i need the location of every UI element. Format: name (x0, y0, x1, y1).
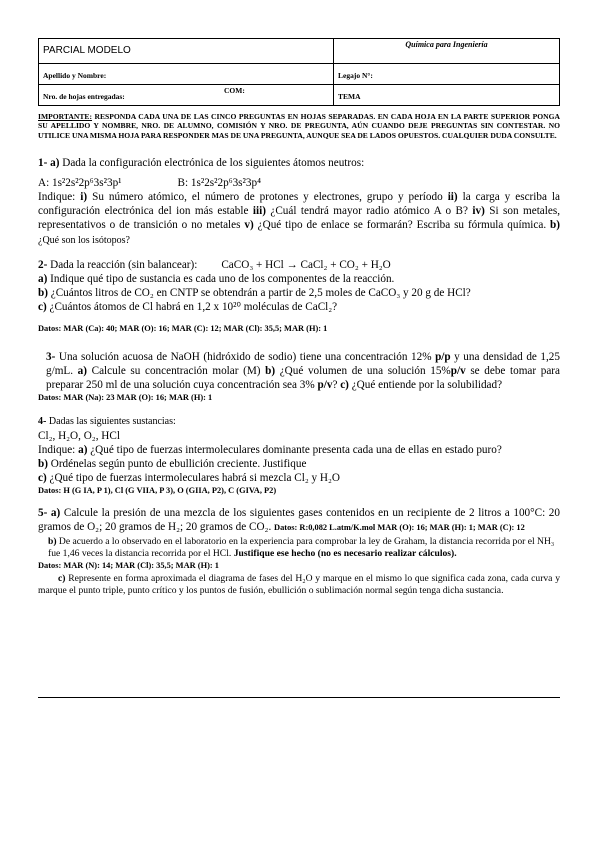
q2-b-text: ¿Cuántos litros de CO₂ en CNTP se obtendrán a partir de 2,5 moles de CaCO₃ y 20 g de HCl? (47, 286, 471, 299)
q5-b-data: Datos: MAR (N): 14; MAR (Cl): 35,5; MAR (H): 1 (38, 560, 219, 570)
subject-name: Química para Ingeniería (405, 40, 488, 49)
q3-pp: p/p (435, 350, 451, 363)
q1-v-label: v) (244, 218, 254, 231)
q3-text2: y una densidad de 1,25 g/mL. (46, 350, 560, 377)
q1-indique: Indique: (38, 190, 76, 203)
q1-iv-label: iv) (472, 204, 485, 217)
q4-data: Datos: H (G IA, P 1), Cl (G VIIA, P 3), O (GIIA, P2), C (GIVA, P2) (38, 485, 277, 495)
q3-b-text: ¿Qué volumen de una solución 15% (275, 364, 451, 377)
q3-a-label: a) (77, 364, 87, 377)
notice-lead: IMPORTANTE: (38, 112, 93, 121)
exam-title-cell (39, 39, 334, 64)
q2-a-text: Indique qué tipo de sustancia es cada uno de los componentes de la reacción. (47, 272, 395, 285)
tema-field[interactable] (334, 85, 560, 106)
q3-number: 3- (46, 350, 56, 363)
q4-c-text: ¿Qué tipo de fuerzas intermoleculares habrá si mezcla Cl₂ y H₂O (46, 471, 340, 484)
q5-b-bold: Justifique ese hecho (no es necesario realizar cálculos). (233, 547, 457, 559)
q4-b-label: b) (38, 457, 48, 470)
q3-data: Datos: MAR (Na): 23 MAR (O): 16; MAR (H): 1 (38, 392, 213, 402)
q3-c-label: c) (340, 378, 349, 391)
q3-b-text2: se debe tomar para preparar 250 ml de una solución cuya concentración sea 3% (46, 364, 560, 391)
q5-c-text: Represente en forma aproximada el diagrama de fases del H₂O y marque en el mismo lo que significa cada zona, cada curva y marque el punto triple, punto crítico y los puntos de fusión, ebullición o sublimación normal según tenga dicha sustancia. (38, 572, 560, 596)
notice-text: RESPONDA CADA UNA DE LAS CINCO PREGUNTAS EN HOJAS SEPARADAS. EN CADA HOJA EN LA PARTE SUPERIOR PONGA SU APELLIDO Y NOMBRE, NRO. DE ALUMNO, COMISIÓN Y NRO. DE PREGUNTA, AÚN CUANDO DEJE PREGUNTAS SIN CONTESTAR. NO UTILICE UNA MISMA HOJA PARA RESPONDER MAS DE UNA PREGUNTA, AUNQUE SEA DE LADOS OPUESTOS. CUALQUIER DUDA CONSULTE. (38, 112, 560, 140)
q2-c-label: c) (38, 300, 47, 313)
q3-pv2: p/v (317, 378, 333, 391)
q1-config-a: A: 1s²2s²2p⁶3s²3p¹ (38, 176, 122, 189)
q3-text1: Una solución acuosa de NaOH (hidróxido de sodio) tiene una concentración 12% (55, 350, 436, 363)
com-label: COM: (224, 86, 245, 95)
q1-ii-label: ii) (447, 190, 458, 203)
question-3 (38, 350, 560, 403)
legajo-field[interactable] (334, 64, 560, 85)
question-1 (38, 156, 560, 248)
q1-iv-text: Si son metales, representativos o de transición o no metales (38, 204, 560, 231)
q5-b-text: De acuerdo a lo observado en el laboratorio en la experiencia para comprobar la ley de Graham, la distancia recorrida por el NH₃ fue 1,46 veces la distancia recorrida por el HCl. (48, 535, 555, 559)
important-notice (38, 112, 560, 140)
q2-a-label: a) (38, 272, 48, 285)
q1-b-label: b) (550, 218, 560, 231)
q1-i-text: Su número atómico, el número de protones y electrones, grupo y período (87, 190, 448, 203)
q5-c-label: c) (58, 572, 66, 584)
q5-a-text: Calcule la presión de una mezcla de los siguientes gases contenidos en un recipiente de 2 litros a 100°C: 20 gramos de O₂; 20 gramos de H₂; 20 gramos de CO₂. (38, 506, 560, 533)
question-4 (38, 415, 560, 496)
q5-number: 5- a) (38, 506, 61, 519)
q3-pv1: p/v (450, 364, 466, 377)
q1-iii-label: iii) (252, 204, 266, 217)
sheets-label: Nro. de hojas entregadas: (43, 92, 125, 101)
q4-a-text: ¿Qué tipo de fuerzas intermoleculares dominante presenta cada una de ellas en estado puro? (87, 443, 502, 456)
name-field[interactable] (39, 64, 334, 85)
q3-a-text: Calcule su concentración molar (M) (87, 364, 266, 377)
q1-b-text: ¿Qué son los isótopos? (38, 234, 130, 246)
q2-b-label: b) (38, 286, 48, 299)
q2-intro: Dada la reacción (sin balancear): (47, 258, 198, 271)
sheets-field[interactable] (39, 85, 334, 106)
q4-c-label: c) (38, 471, 47, 484)
name-label: Apellido y Nombre: (43, 71, 107, 80)
q1-i-label: i) (80, 190, 88, 203)
q4-intro: Dadas las siguientes sustancias: (46, 415, 176, 427)
q5-b-label: b) (48, 535, 57, 547)
q2-number: 2- (38, 258, 48, 271)
q1-ii-text: la carga y escriba la configuración electrónica del ion más estable (38, 190, 560, 217)
q3-b-label: b) (265, 364, 276, 377)
q4-indique: Indique: (38, 443, 76, 456)
q4-b-text: Ordénelas según punto de ebullición creciente. Justifique (47, 457, 307, 470)
q4-a-label: a) (78, 443, 88, 456)
q1-config-b: B: 1s²2s²2p⁶3s²3p⁴ (177, 176, 261, 189)
q3-c-text: ¿Qué entiende por la solubilidad? (348, 378, 503, 391)
q1-number: 1- a) (38, 156, 60, 169)
subject-cell (334, 39, 560, 64)
q4-number: 4- (38, 415, 47, 427)
q2-c-text: ¿Cuántos átomos de Cl habrá en 1,2 x 10²⁰ moléculas de CaCl₂? (46, 300, 338, 313)
header-table (38, 38, 560, 106)
q1-v-text: ¿Qué tipo de enlace se formarán? Escriba su fórmula química. (253, 218, 551, 231)
question-2 (38, 258, 560, 334)
q3-q-mark: ? (332, 378, 338, 391)
exam-page (38, 38, 560, 597)
q1-intro: Dada la configuración electrónica de los siguientes átomos neutros: (59, 156, 365, 169)
question-5 (38, 506, 560, 597)
q2-data: Datos: MAR (Ca): 40; MAR (O): 16; MAR (C): 12; MAR (Cl): 35,5; MAR (H): 1 (38, 323, 328, 333)
footer-rule (38, 697, 560, 698)
q5-a-data: Datos: R:0,082 L.atm/K.mol MAR (O): 16; MAR (H): 1; MAR (C): 12 (274, 522, 525, 532)
legajo-label: Legajo N°: (338, 71, 373, 80)
q2-reaction: CaCO₃ + HCl → CaCl₂ + CO₂ + H₂O (221, 258, 391, 271)
exam-title: PARCIAL MODELO (43, 45, 131, 56)
q1-iii-text: ¿Cuál tendrá mayor radio atómico A o B? (265, 204, 473, 217)
tema-label: TEMA (338, 92, 361, 101)
q4-substances: Cl₂, H₂O, O₂, HCl (38, 429, 120, 442)
